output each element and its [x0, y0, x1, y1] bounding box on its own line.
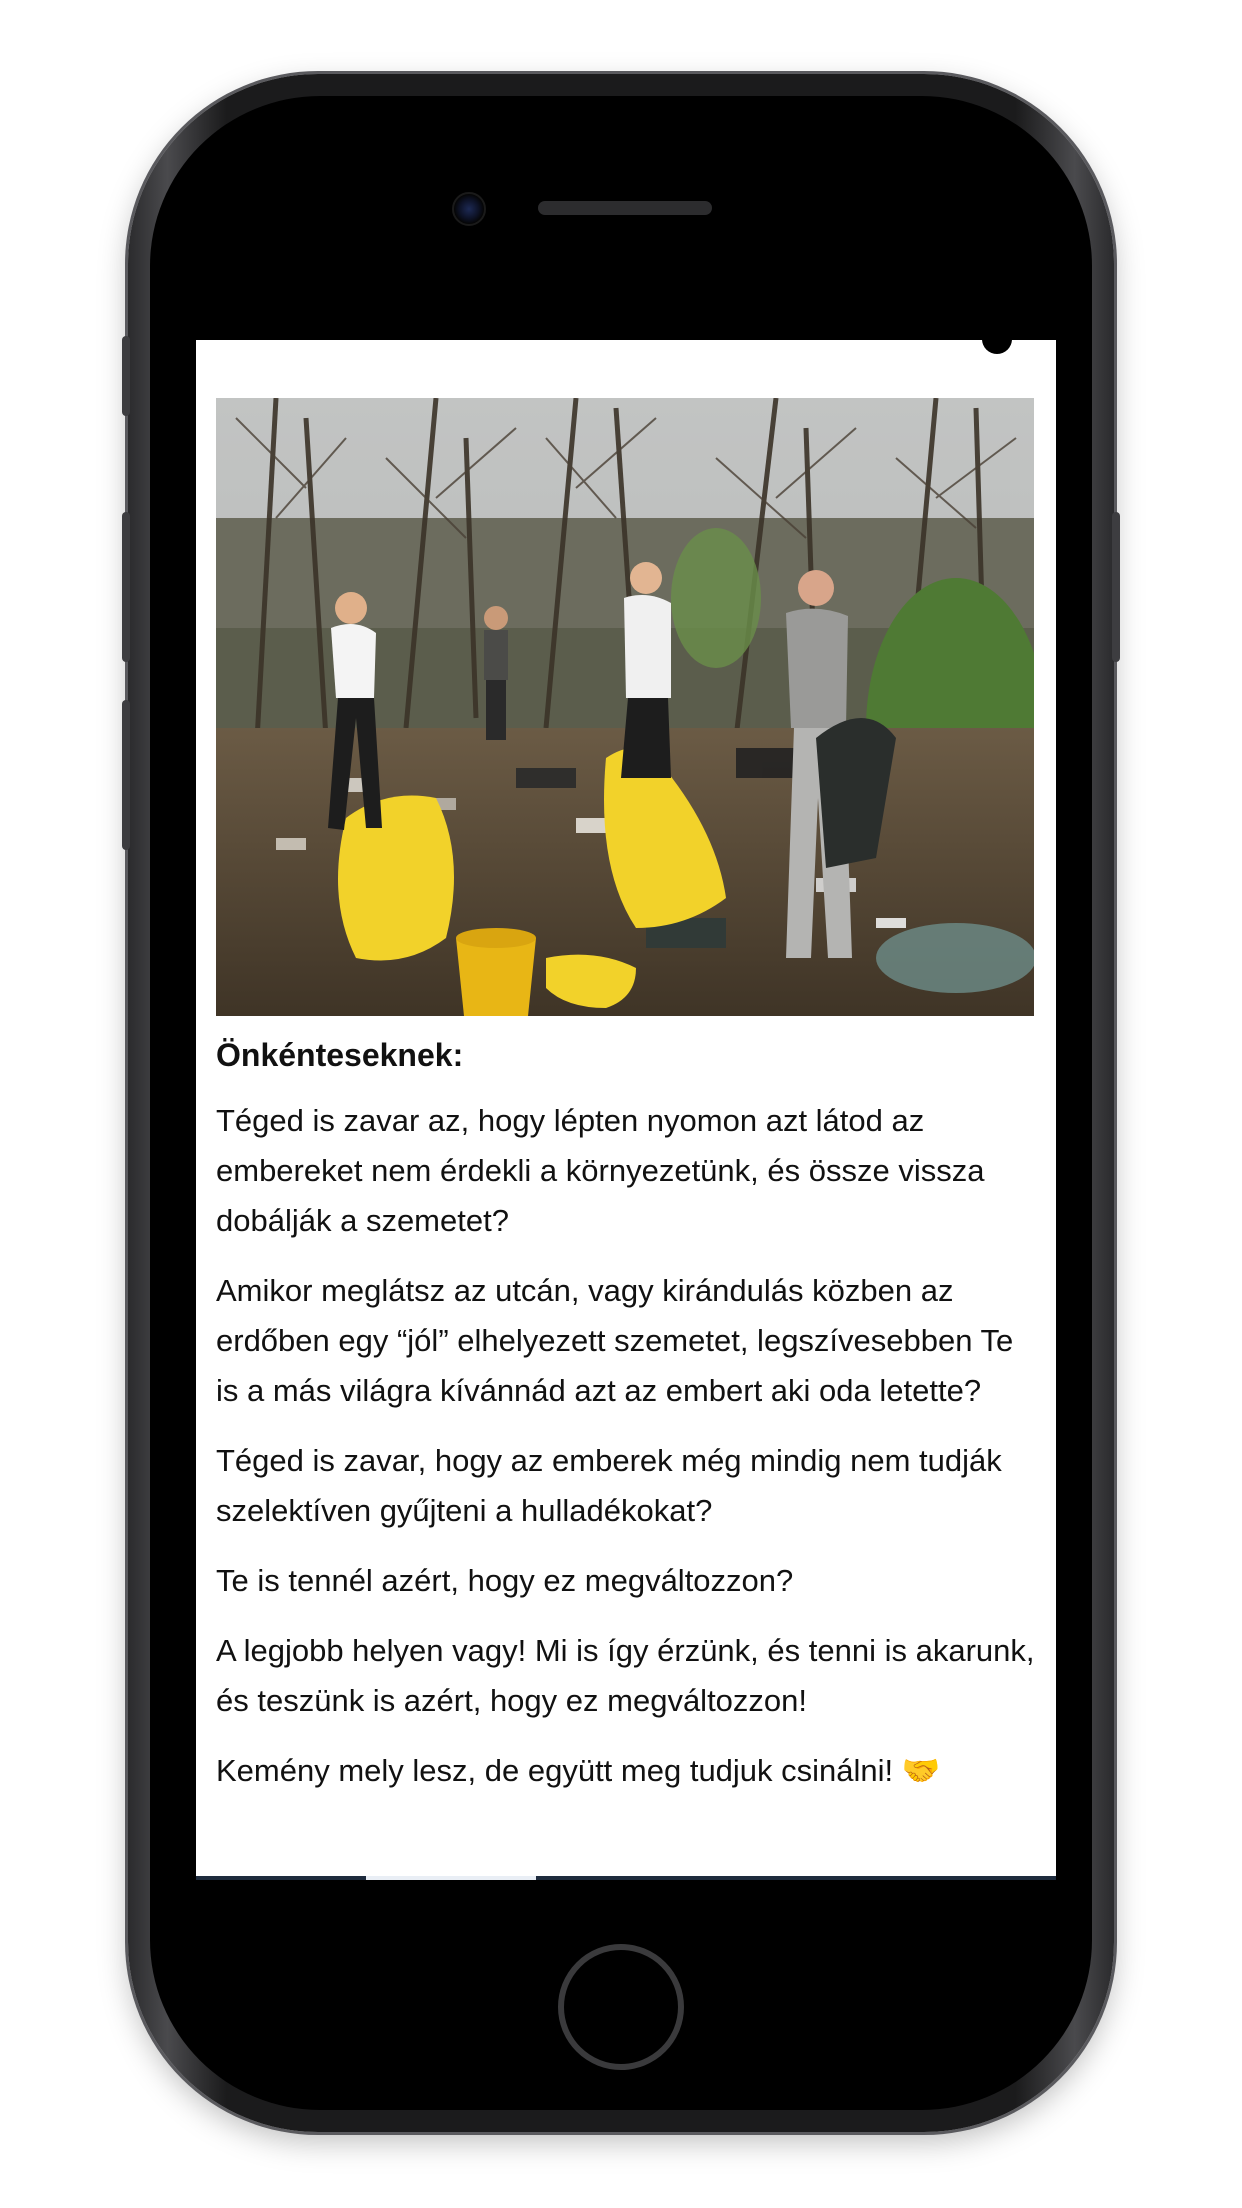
status-dot-icon [982, 340, 1012, 354]
article-paragraph: Téged is zavar az, hogy lépten nyomon azt látod az embereket nem érdekli a környezetünk, és össze vissza dobálják a szemetet? [216, 1103, 985, 1238]
scroll-indicator-segment [366, 1876, 536, 1880]
volume-up-button [122, 512, 130, 662]
article-paragraph: Kemény mely lesz, de együtt meg tudjuk csinálni! 🤝 [216, 1753, 941, 1788]
volume-down-button [122, 700, 130, 850]
front-camera-icon [452, 192, 486, 226]
volunteers-cleanup-photo [216, 398, 1034, 1016]
article-body [216, 1030, 1036, 1816]
article-paragraph: A legjobb helyen vagy! Mi is így érzünk, és tenni is akarunk, és teszünk is azért, hogy ez megváltozzon! [216, 1633, 1035, 1718]
home-button[interactable] [558, 1944, 684, 2070]
app-screen [196, 340, 1056, 1880]
mute-switch [122, 336, 130, 416]
earpiece-speaker [538, 201, 712, 215]
article-paragraph: Te is tennél azért, hogy ez megváltozzon? [216, 1563, 794, 1598]
article-paragraph: Téged is zavar, hogy az emberek még mindig nem tudják szelektíven gyűjteni a hulladékokat? [216, 1443, 1002, 1528]
article-paragraph: Amikor meglátsz az utcán, vagy kirándulás közben az erdőben egy “jól” elhelyezett szemetet, legszívesebben Te is a más világra kívánnád azt az embert aki oda letette? [216, 1273, 1014, 1408]
power-button [1112, 512, 1120, 662]
scroll-indicator [196, 1876, 1056, 1880]
article-heading: Önkénteseknek: [216, 1037, 464, 1073]
